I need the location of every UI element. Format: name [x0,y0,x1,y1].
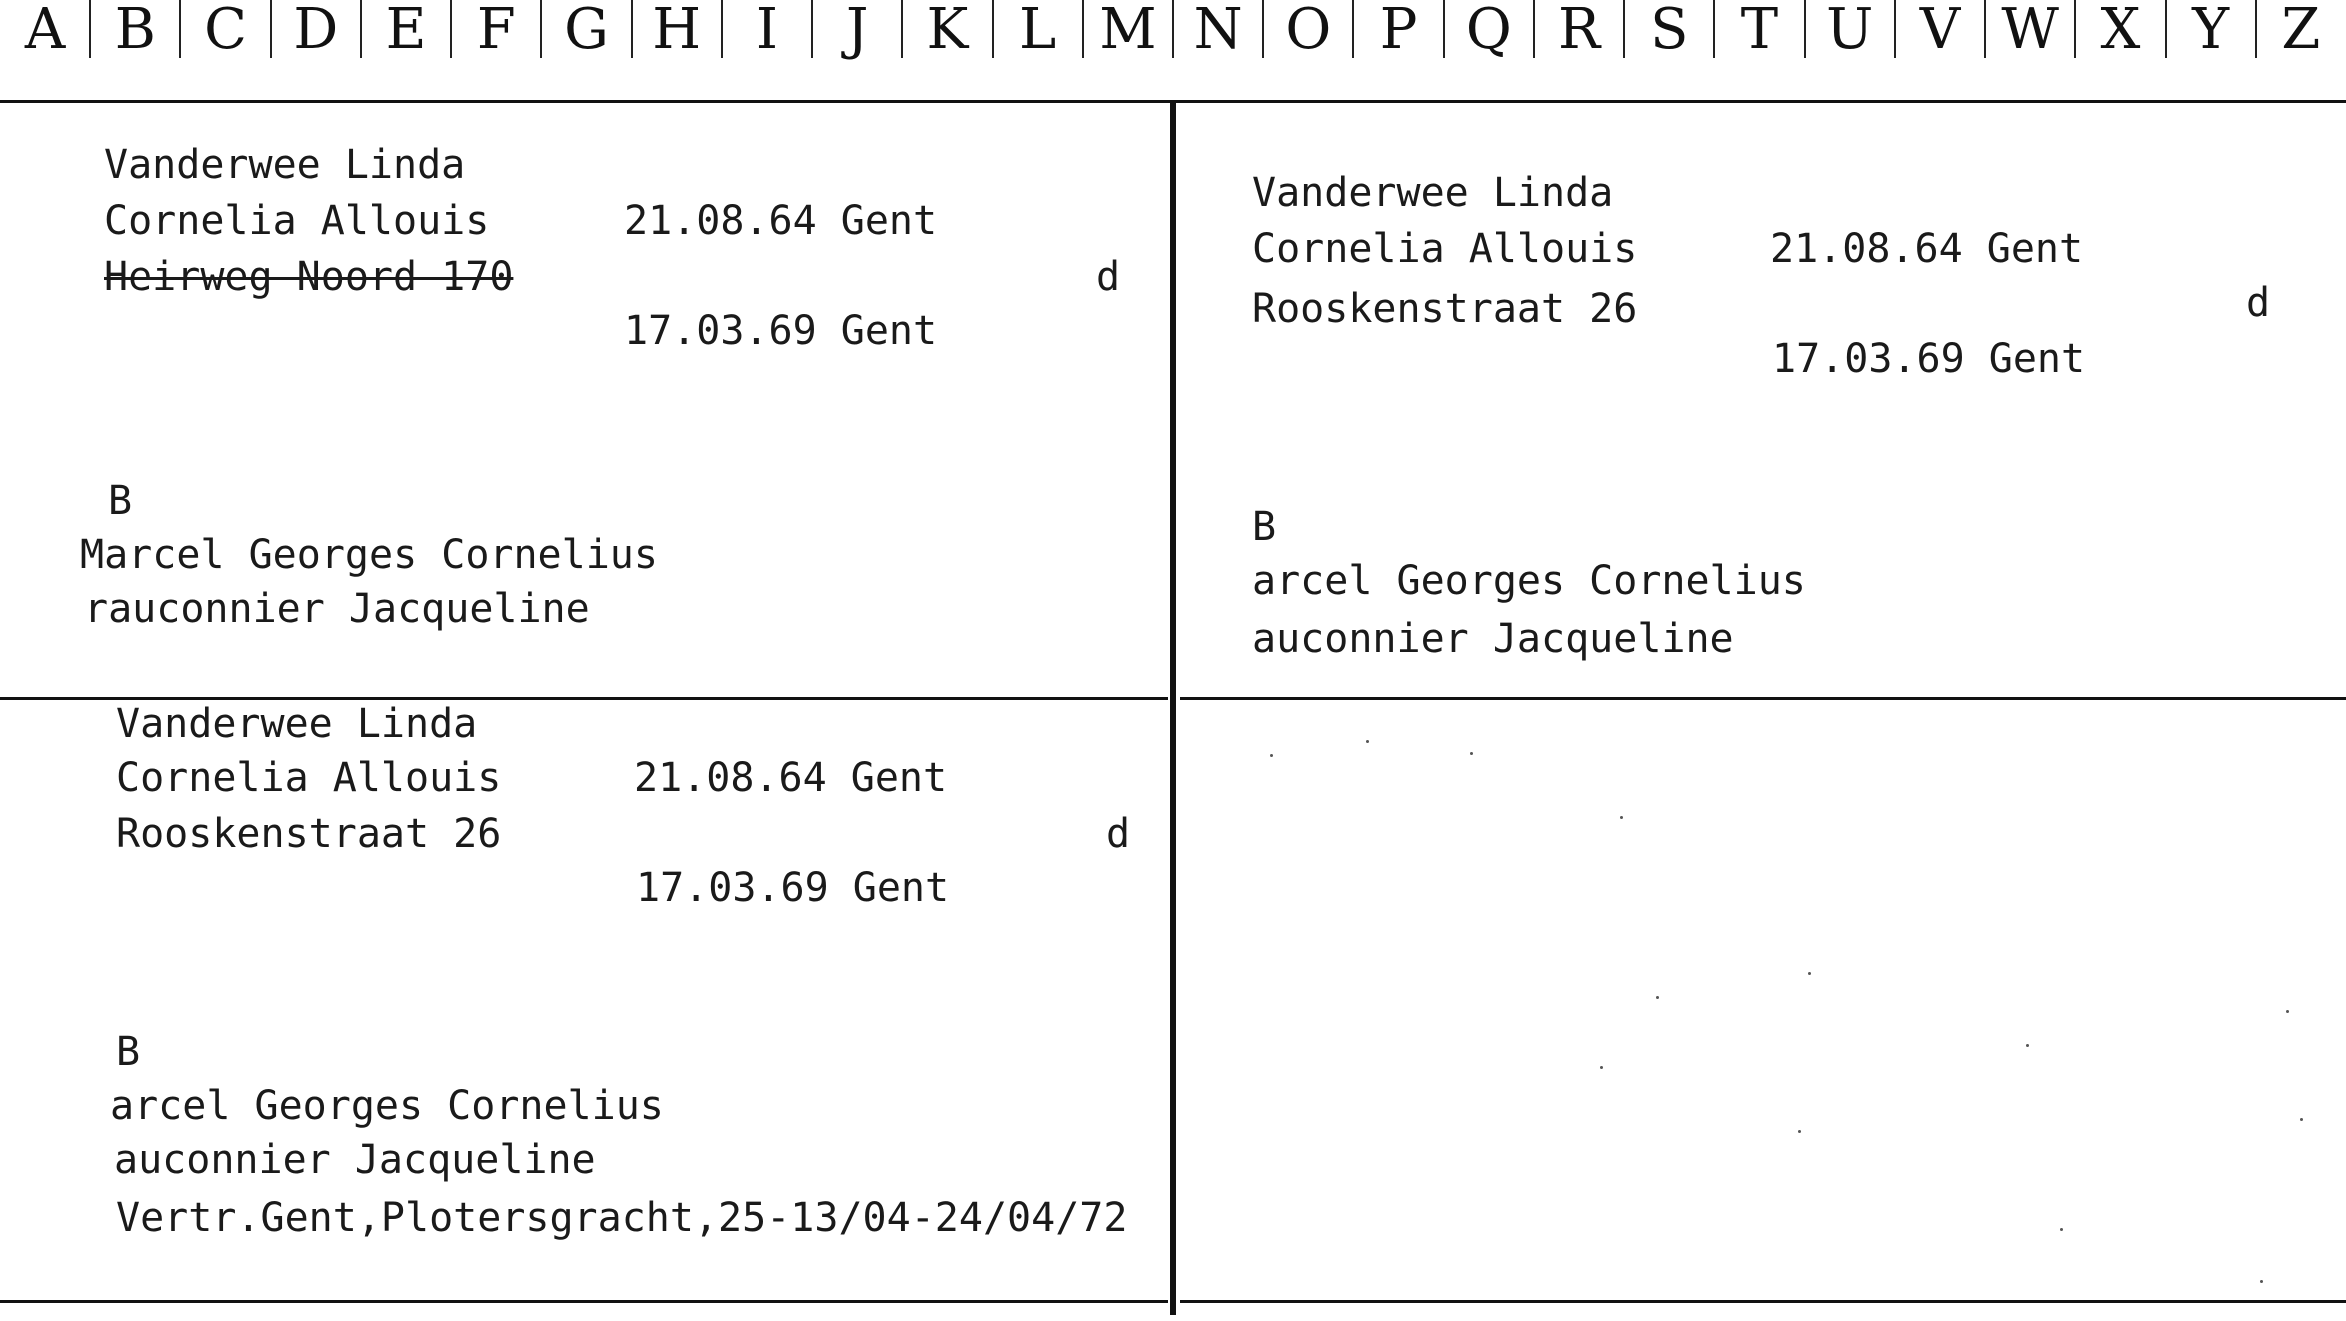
card-father: Marcel Georges Cornelius [80,532,658,578]
card-address: Rooskenstraat 26 [1252,286,1638,332]
scan-speck [2300,1118,2303,1121]
index-letter-d: D [293,0,339,62]
scan-speck [2060,1228,2063,1231]
scan-speck [1808,972,1811,975]
index-letter-n: N [1193,0,1243,62]
index-letter-p: P [1379,0,1418,62]
index-separator [1262,0,1264,58]
index-separator [89,0,91,58]
card-date2: 17.03.69 Gent [624,308,938,354]
card-name: Vanderwee Linda [116,701,478,747]
index-separator [1533,0,1535,58]
index-separator [1443,0,1445,58]
index-letter-c: C [204,0,247,62]
index-separator [360,0,362,58]
record-card-top-left [0,103,1168,697]
scan-speck [1656,996,1659,999]
index-separator [1894,0,1896,58]
card-date2: 17.03.69 Gent [1772,336,2086,382]
index-separator [811,0,813,58]
scan-speck [2260,1280,2263,1283]
card-date2: 17.03.69 Gent [636,865,950,911]
card-marker: d [2246,280,2271,326]
scan-speck [1470,752,1473,755]
card-address-struck: Heirweg Noord 170 [104,254,514,300]
index-separator [1804,0,1806,58]
card-birth: 21.08.64 Gent [624,198,938,244]
scan-speck [2286,1010,2289,1013]
index-letter-h: H [652,0,702,62]
index-separator [2165,0,2167,58]
index-separator [721,0,723,58]
index-letter-k: K [926,0,969,62]
card-mother: auconnier Jacqueline [114,1137,596,1183]
index-letter-y: Y [2192,0,2230,62]
index-letter-f: F [476,0,516,62]
index-letter-e: E [385,0,427,62]
index-separator [901,0,903,58]
card-given-names: Cornelia Allouis [104,198,490,244]
scan-speck [1270,754,1273,757]
bottom-rule-left [0,1300,1168,1303]
record-card-bottom-left [0,700,1168,1300]
index-letter-x: X [2100,0,2141,62]
index-separator [450,0,452,58]
index-separator [1623,0,1625,58]
index-separator [270,0,272,58]
index-letter-j: J [845,0,869,62]
card-marker: d [1106,811,1131,857]
index-letter-u: U [1826,0,1874,62]
index-letter-w: W [2001,0,2059,62]
card-name: Vanderwee Linda [104,142,466,188]
card-given-names: Cornelia Allouis [116,755,502,801]
card-father: arcel Georges Cornelius [110,1083,664,1129]
card-birth: 21.08.64 Gent [634,755,948,801]
index-separator [540,0,542,58]
card-section: B [108,478,133,524]
index-separator [1082,0,1084,58]
index-letter-z: Z [2281,0,2321,62]
index-separator [1713,0,1715,58]
index-letter-m: M [1099,0,1157,62]
index-letter-i: I [755,0,779,62]
card-address: Rooskenstraat 26 [116,811,502,857]
card-section: B [1252,504,1277,550]
index-separator [1172,0,1174,58]
index-separator [179,0,181,58]
scan-speck [1600,1066,1603,1069]
card-mother: auconnier Jacqueline [1252,616,1734,662]
bottom-rule-right [1180,1300,2346,1303]
index-letter-g: G [564,0,609,62]
card-section: B [116,1029,141,1075]
scan-speck [1366,740,1369,743]
scan-speck [2026,1044,2029,1047]
index-letter-a: A [24,0,66,62]
card-name: Vanderwee Linda [1252,170,1614,216]
index-separator [631,0,633,58]
index-letter-q: Q [1465,0,1512,62]
index-letter-o: O [1285,0,1332,62]
card-given-names: Cornelia Allouis [1252,226,1638,272]
index-separator [992,0,994,58]
index-letter-r: R [1557,0,1601,62]
center-divider [1170,100,1176,1315]
index-separator [1352,0,1354,58]
scan-speck [1620,816,1623,819]
index-letter-b: B [114,0,156,62]
index-letter-v: V [1919,0,1961,62]
card-birth: 21.08.64 Gent [1770,226,2084,272]
index-letter-l: L [1019,0,1057,62]
empty-card-bottom-right [1180,700,2346,1300]
scan-speck [1798,1130,1801,1133]
index-separator [1984,0,1986,58]
card-mother: rauconnier Jacqueline [84,586,590,632]
card-marker: d [1096,254,1121,300]
index-letter-t: T [1740,0,1779,62]
card-note: Vertr.Gent,Plotersgracht,25-13/04-24/04/72 [116,1195,1128,1241]
record-card-top-right [1180,103,2346,697]
index-separator [2255,0,2257,58]
card-father: arcel Georges Cornelius [1252,558,1806,604]
index-letter-s: S [1650,0,1689,62]
alphabet-index-strip [0,0,2346,100]
index-separator [2074,0,2076,58]
